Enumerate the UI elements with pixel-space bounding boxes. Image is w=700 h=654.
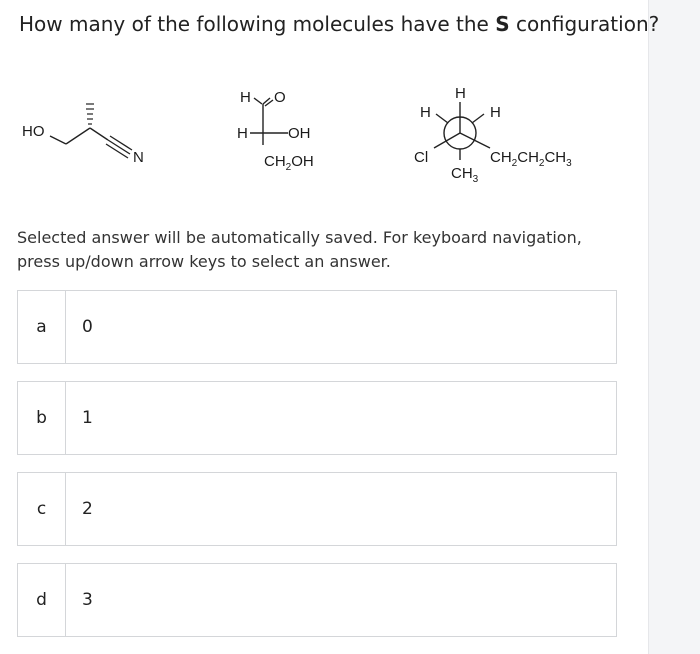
question-prefix: How many of the following molecules have the [19,12,496,36]
question-suffix: configuration? [509,12,660,36]
question-bold: S [495,12,510,36]
m3-h-top: H [455,85,466,102]
molecule-2 [237,89,314,173]
option-letter: d [18,564,66,636]
m2-h-left: H [237,125,248,142]
molecule-drawing [0,78,648,198]
option-a[interactable] [17,290,617,364]
option-letter: a [18,291,66,363]
option-letter: b [18,382,66,454]
answer-options [17,290,617,654]
m3-ch3: $CH_3$ [451,165,479,185]
m3-h-right: H [490,104,501,121]
option-value: 3 [82,590,93,610]
right-side-panel [648,0,700,654]
m2-h-top: H [240,89,251,106]
molecule-1 [22,104,144,166]
option-value: 1 [82,408,93,428]
option-letter: c [18,473,66,545]
m3-h-left: H [420,104,431,121]
m2-o-top: O [274,89,286,106]
m1-ho-label: HO [22,123,45,140]
option-value: 0 [82,317,93,337]
option-c[interactable] [17,472,617,546]
m1-hashed-wedge [86,104,94,124]
molecule-structures [0,78,648,198]
m1-n-label: N [133,149,144,166]
m3-chain: $CH_2CH_2CH_3$ [490,149,572,169]
option-value: 2 [82,499,93,519]
m2-oh: OH [288,125,311,142]
option-d[interactable] [17,563,617,637]
instructions-text: Selected answer will be automatically saved. For keyboard navigation, press up/down arrow keys to select an answer. [17,228,582,271]
molecule-3 [414,85,572,185]
question-text [19,9,660,39]
m3-cl: Cl [414,149,429,166]
option-b[interactable] [17,381,617,455]
m2-ch2oh: $CH_2OH$ [264,153,314,173]
